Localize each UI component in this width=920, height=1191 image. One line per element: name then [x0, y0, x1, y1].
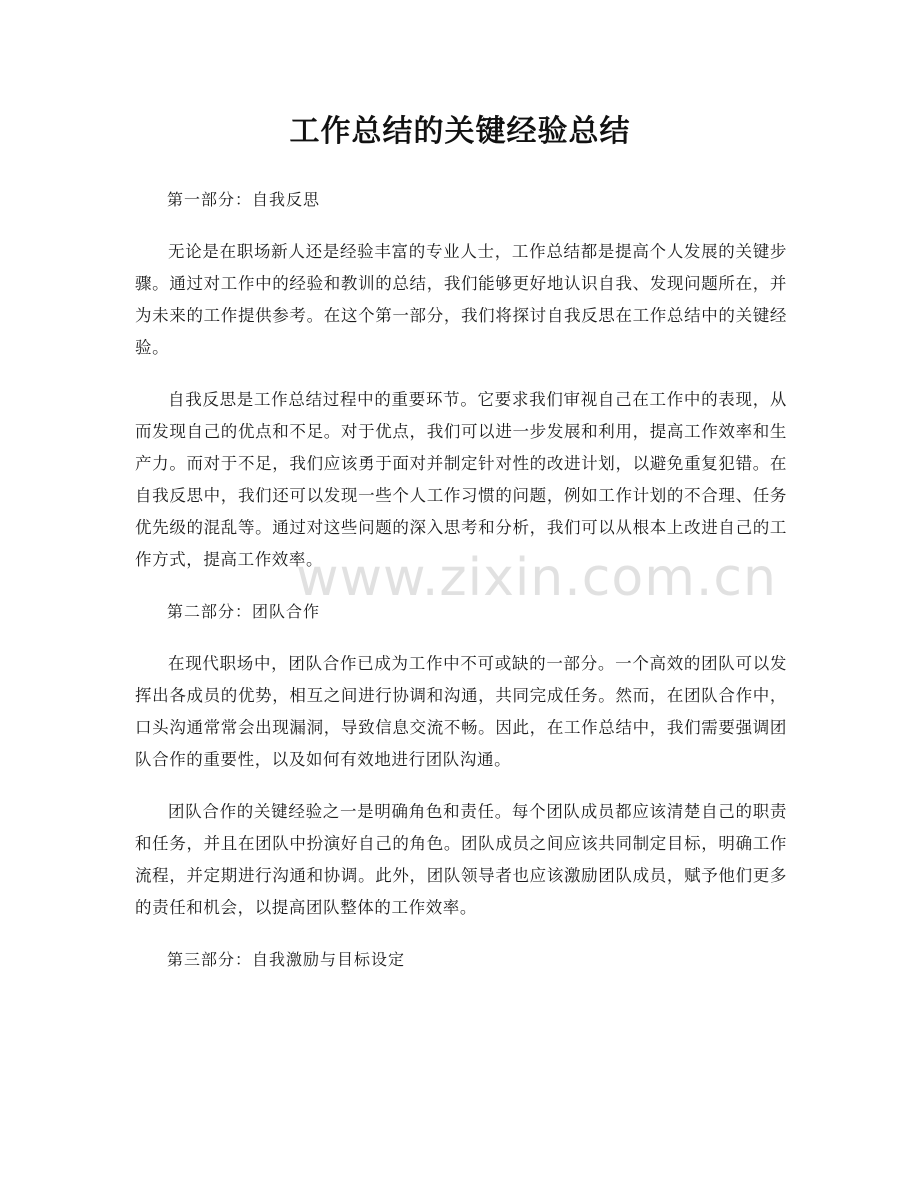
paragraph: 在现代职场中，团队合作已成为工作中不可或缺的一部分。一个高效的团队可以发挥出各成员的优势，相互之间进行协调和沟通，共同完成任务。然而，在团队合作中，口头沟通常常会出现漏洞，导致信息交流不畅。因此，在工作总结中，我们需要强调团队合作的重要性，以及如何有效地进行团队沟通。 [135, 654, 787, 769]
paragraph: 自我反思是工作总结过程中的重要环节。它要求我们审视自己在工作中的表现，从而发现自己的优点和不足。对于优点，我们可以进一步发展和利用，提高工作效率和生产力。而对于不足，我们应该勇于面对并制定针对性的改进计划，以避免重复犯错。在自我反思中，我们还可以发现一些个人工作习惯的问题，例如工作计划的不合理、任务优先级的混乱等。通过对这些问题的深入思考和分析，我们可以从根本上改进自己的工作方式，提高工作效率。 [135, 390, 787, 569]
section-heading-1: 第一部分：自我反思 [167, 190, 321, 209]
section-heading-3: 第三部分：自我激励与目标设定 [167, 950, 406, 969]
document-body [135, 184, 787, 996]
document-title: 工作总结的关键经验总结 [289, 114, 631, 149]
watermark: www.zixin.com.cn [296, 548, 777, 608]
paragraph: 团队合作的关键经验之一是明确角色和责任。每个团队成员都应该清楚自己的职责和任务，并且在团队中扮演好自己的角色。团队成员之间应该共同制定目标，明确工作流程，并定期进行沟通和协调。此外，团队领导者也应该激励团队成员，赋予他们更多的责任和机会，以提高团队整体的工作效率。 [135, 802, 787, 917]
paragraph: 无论是在职场新人还是经验丰富的专业人士，工作总结都是提高个人发展的关键步骤。通过对工作中的经验和教训的总结，我们能够更好地认识自我、发现问题所在，并为未来的工作提供参考。在这个第一部分，我们将探讨自我反思在工作总结中的关键经验。 [135, 242, 787, 357]
section-heading-2: 第二部分：团队合作 [167, 602, 321, 621]
